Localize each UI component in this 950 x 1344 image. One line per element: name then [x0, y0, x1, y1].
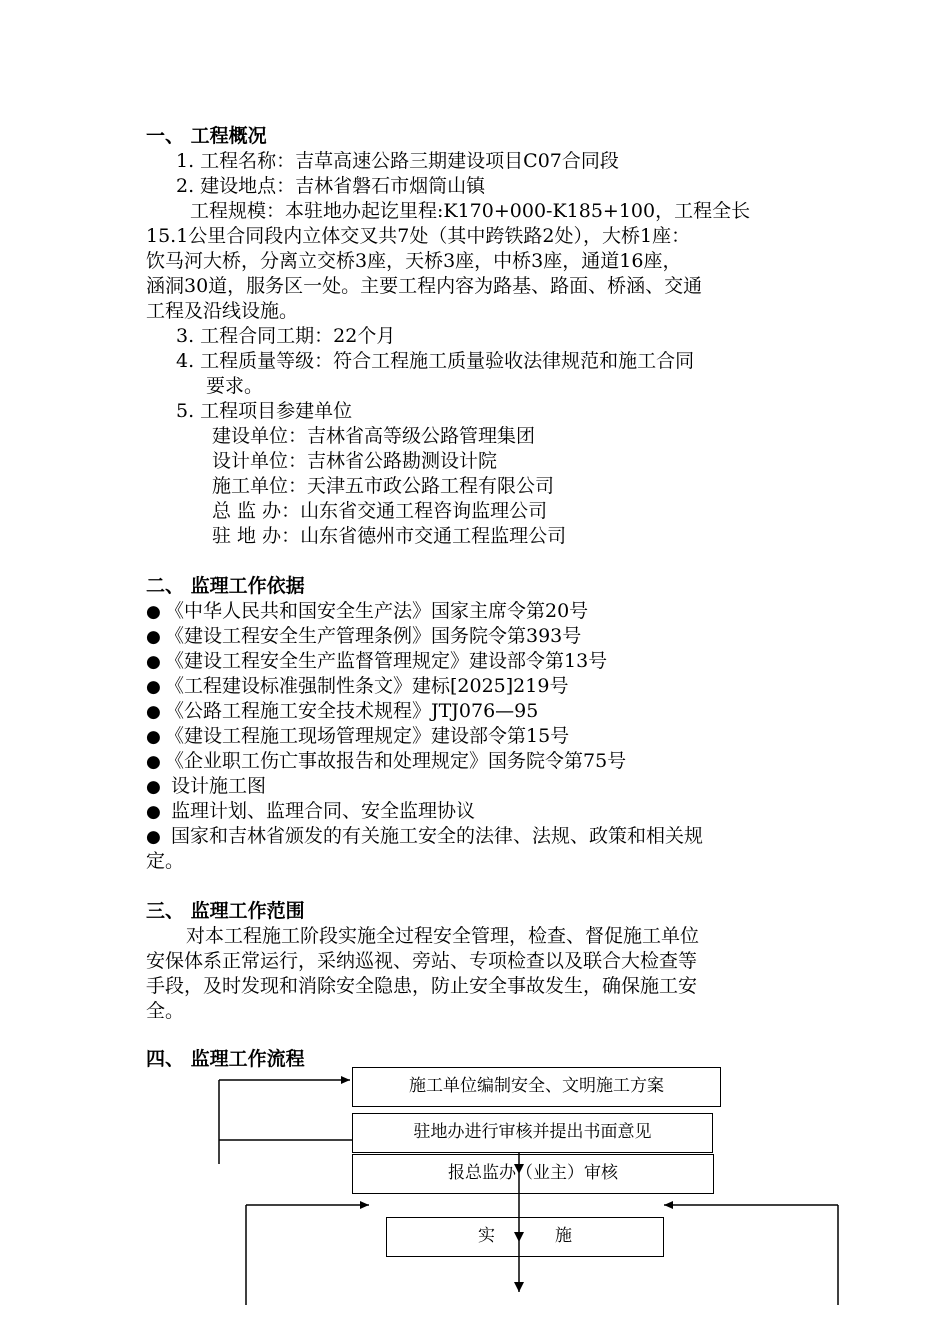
scope-line-4: 全。: [146, 1000, 185, 1022]
unit-owner: 建设单位：吉林省高等级公路管理集团: [212, 425, 536, 447]
unit-designer: 设计单位：吉林省公路勘测设计院: [212, 450, 498, 472]
basis-item: ● 《建设工程安全生产管理条例》国务院令第393号: [146, 624, 581, 650]
flow-step-review: [352, 1113, 713, 1153]
unit-contractor: 施工单位：天津五市政公路工程有限公司: [212, 475, 555, 497]
section2-heading: 二、 监理工作依据: [146, 575, 305, 597]
quality-grade-line-1: 4. 工程质量等级：符合工程施工质量验收法律规范和施工合同: [176, 350, 695, 372]
flow-step-review-label: 驻地办进行审核并提出书面意见: [413, 1122, 652, 1142]
section3-heading: 三、 监理工作范围: [146, 900, 305, 922]
basis-item: ● 监理计划、监理合同、安全监理协议: [146, 799, 475, 825]
scope-line-3: 手段，及时发现和消除安全隐患，防止安全事故发生，确保施工安: [146, 975, 698, 997]
flow-step-approval: [352, 1154, 714, 1194]
quality-grade-line-2: 要求。: [206, 375, 264, 397]
basis-item: ● 《企业职工伤亡事故报告和处理规定》国务院令第75号: [146, 749, 626, 775]
basis-item: ● 国家和吉林省颁发的有关施工安全的法律、法规、政策和相关规: [146, 824, 703, 850]
project-location: 2. 建设地点：吉林省磐石市烟筒山镇: [176, 175, 486, 197]
section1-heading: 一、 工程概况: [146, 125, 267, 147]
flow-step-plan: [352, 1067, 721, 1107]
flow-step-implement: [386, 1217, 664, 1257]
basis-item: ● 《公路工程施工安全技术规程》JTJ076—95: [146, 699, 538, 725]
basis-item-continuation: 定。: [146, 850, 185, 872]
scale-line-2: 15.1公里合同段内立体交叉共7处（其中跨铁路2处），大桥1座：: [146, 225, 691, 247]
scale-line-3: 饮马河大桥，分离立交桥3座，天桥3座，中桥3座，通道16座，: [146, 250, 682, 272]
flow-step-plan-label: 施工单位编制安全、文明施工方案: [409, 1076, 664, 1096]
project-name: 1. 工程名称：吉草高速公路三期建设项目C07合同段: [176, 150, 619, 172]
unit-resident-office: 驻 地 办：山东省德州市交通工程监理公司: [212, 525, 567, 547]
basis-item: ● 《工程建设标准强制性条文》建标[2025]219号: [146, 674, 568, 700]
section4-heading: 四、 监理工作流程: [146, 1048, 305, 1070]
flow-step-implement-label-right: 施: [555, 1226, 572, 1246]
scale-line-4: 涵洞30道，服务区一处。主要工程内容为路基、路面、桥涵、交通: [146, 275, 703, 297]
scope-line-1: 对本工程施工阶段实施全过程安全管理，检查、督促施工单位: [186, 925, 700, 947]
flow-step-implement-label-left: 实: [478, 1226, 495, 1246]
participants-heading: 5. 工程项目参建单位: [176, 400, 353, 422]
scale-line-5: 工程及沿线设施。: [146, 300, 299, 322]
unit-chief-supervisor: 总 监 办：山东省交通工程咨询监理公司: [212, 500, 548, 522]
flow-step-approval-label: 报总监办（业主）审核: [448, 1163, 618, 1183]
scale-line-1: 工程规模：本驻地办起讫里程:K170+000-K185+100，工程全长: [190, 200, 751, 222]
basis-item: ● 《建设工程安全生产监督管理规定》建设部令第13号: [146, 649, 607, 675]
contract-period: 3. 工程合同工期：22个月: [176, 325, 396, 347]
basis-item: ● 设计施工图: [146, 774, 266, 800]
scope-line-2: 安保体系正常运行，采纳巡视、旁站、专项检查以及联合大检查等: [146, 950, 698, 972]
basis-item: ● 《建设工程施工现场管理规定》建设部令第15号: [146, 724, 569, 750]
basis-item: ● 《中华人民共和国安全生产法》国家主席令第20号: [146, 599, 588, 625]
